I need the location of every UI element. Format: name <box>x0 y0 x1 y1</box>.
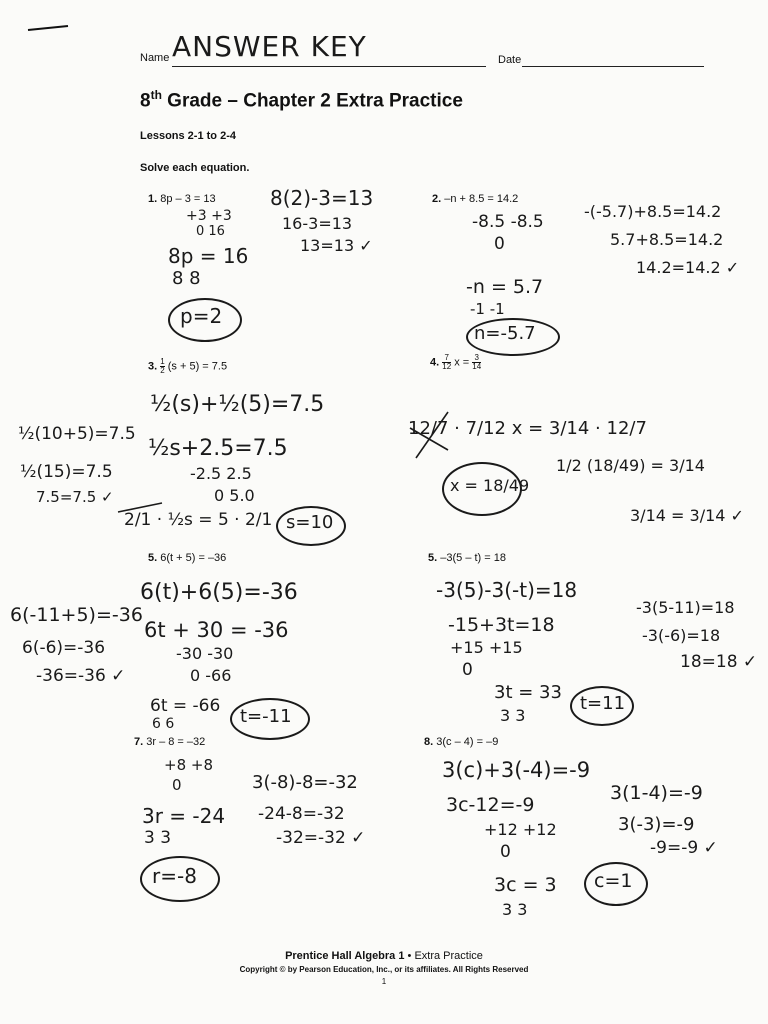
footer-subtitle: • Extra Practice <box>404 950 483 962</box>
footer-copyright: Copyright © by Pearson Education, Inc., or its affiliates. All Rights Reserved <box>239 965 529 974</box>
problem-1-work-1: +3 +3 <box>186 208 232 224</box>
problem-4-frac2-num: 3 <box>472 354 481 363</box>
problem-7-work-1: +8 +8 <box>164 756 213 774</box>
problem-8-answer: c=1 <box>594 870 633 892</box>
problem-1-equation: 8p – 3 = 13 <box>160 193 216 205</box>
problem-6-label: 5. –3(5 – t) = 18 <box>428 552 506 564</box>
problem-1-check-2: 16-3=13 <box>282 214 353 233</box>
problem-5-label: 5. 6(t + 5) = –36 <box>148 552 227 564</box>
problem-5-work-3: -30 -30 <box>176 644 234 663</box>
problem-7-check-3: -32=-32 ✓ <box>276 828 366 848</box>
problem-5-check-2: 6(-6)=-36 <box>22 638 106 658</box>
problem-6-work-6: 3 3 <box>500 706 526 725</box>
problem-7-label: 7. 3r – 8 = –32 <box>134 736 206 748</box>
problem-4-frac-den: 12 <box>442 362 452 371</box>
problem-2-check-2: 5.7+8.5=14.2 <box>610 230 724 249</box>
problem-4-work-1: 12/7 · 7/12 x = 3/14 · 12/7 <box>408 418 647 439</box>
problem-2-check-1: -(-5.7)+8.5=14.2 <box>584 202 722 221</box>
problem-8-label: 8. 3(c – 4) = –9 <box>424 736 499 748</box>
problem-4-frac-num: 7 <box>442 354 451 363</box>
problem-3-work-3: -2.5 2.5 <box>190 464 252 483</box>
problem-8-work-3: +12 +12 <box>484 820 557 839</box>
problem-7-check-1: 3(-8)-8=-32 <box>252 772 358 793</box>
problem-8-work-2: 3c-12=-9 <box>446 794 535 816</box>
problem-1-work-2: 0 16 <box>196 224 225 239</box>
problem-3-frac-den: 2 <box>160 366 165 375</box>
footer-book-title: Prentice Hall Algebra 1 <box>285 950 405 962</box>
problem-6-work-2: -15+3t=18 <box>448 614 555 636</box>
problem-2-label: 2. –n + 8.5 = 14.2 <box>432 193 519 205</box>
problem-1-label: 1. 8p – 3 = 13 <box>148 193 216 205</box>
problem-3-answer: s=10 <box>286 512 334 533</box>
problem-1-answer: p=2 <box>180 304 223 328</box>
problem-5-work-1: 6(t)+6(5)=-36 <box>140 580 298 605</box>
problem-3-check-1: ½(10+5)=7.5 <box>18 424 136 444</box>
problem-8-work-4: 0 <box>500 842 511 862</box>
lessons-label: Lessons 2-1 to 2-4 <box>140 130 236 142</box>
problem-8-work-6: 3 3 <box>502 900 528 919</box>
problem-6-equation: –3(5 – t) = 18 <box>440 552 506 564</box>
problem-5-equation: 6(t + 5) = –36 <box>160 552 227 564</box>
problem-8-work-1: 3(c)+3(-4)=-9 <box>442 758 591 782</box>
page-title-text: Grade – Chapter 2 Extra Practice <box>161 90 463 112</box>
problem-6-check-2: -3(-6)=18 <box>642 626 721 645</box>
problem-6-check-1: -3(5-11)=18 <box>636 598 735 617</box>
problem-6-answer: t=11 <box>580 693 626 714</box>
problem-1-check-1: 8(2)-3=13 <box>270 186 374 210</box>
problem-5-check-3: -36=-36 ✓ <box>36 666 126 686</box>
problem-3-check-2: ½(15)=7.5 <box>20 462 113 482</box>
problem-3-check-3: 7.5=7.5 ✓ <box>36 488 114 506</box>
problem-3-work-4: 0 5.0 <box>214 486 255 505</box>
problem-2-answer: n=-5.7 <box>474 323 536 344</box>
problem-8-check-2: 3(-3)=-9 <box>618 814 695 835</box>
page-title-sup: th <box>150 88 162 102</box>
problem-4-check-2: 3/14 = 3/14 ✓ <box>630 506 744 525</box>
date-label: Date <box>498 54 522 66</box>
problem-8-check-3: -9=-9 ✓ <box>650 838 718 858</box>
date-line[interactable] <box>522 66 704 67</box>
problem-7-answer: r=-8 <box>152 864 197 888</box>
problem-7-equation: 3r – 8 = –32 <box>146 736 206 748</box>
problem-8-check-1: 3(1-4)=-9 <box>610 782 703 804</box>
problem-7-work-4: 3 3 <box>144 828 172 848</box>
problem-1-work-3: 8p = 16 <box>168 244 249 268</box>
problem-4-frac2-den: 14 <box>472 362 482 371</box>
instructions: Solve each equation. <box>140 162 250 174</box>
problem-4-check-1: 1/2 (18/49) = 3/14 <box>556 456 705 475</box>
problem-3-label: 3. $\frac{1}{2}$ (s + 5) = 7.5 <box>148 357 228 375</box>
page-number: 1 <box>381 977 387 986</box>
problem-5-work-4: 0 -66 <box>190 666 232 685</box>
problem-1-work-4: 8 8 <box>172 268 201 289</box>
problem-2-equation: –n + 8.5 = 14.2 <box>444 193 519 205</box>
problem-5-check-1: 6(-11+5)=-36 <box>10 604 143 626</box>
problem-6-work-5: 3t = 33 <box>494 682 562 703</box>
name-value[interactable]: ANSWER KEY <box>172 30 367 63</box>
problem-7-work-2: 0 <box>172 776 182 794</box>
page-title <box>140 88 463 112</box>
problem-6-check-3: 18=18 ✓ <box>680 652 758 672</box>
page-title-number: 8 <box>140 90 151 112</box>
problem-3-equation: (s + 5) = 7.5 <box>167 360 228 373</box>
problem-5-work-5: 6t = -66 <box>150 696 221 716</box>
problem-4-answer: x = 18/49 <box>450 476 530 495</box>
problem-8-equation: 3(c – 4) = –9 <box>436 736 499 748</box>
problem-2-work-4: -1 -1 <box>470 300 505 318</box>
problem-2-check-3: 14.2=14.2 ✓ <box>636 258 740 277</box>
problem-2-work-1: -8.5 -8.5 <box>472 212 544 232</box>
problem-6-work-4: 0 <box>462 660 473 680</box>
problem-2-work-2: 0 <box>494 234 505 254</box>
problem-3-frac-num: 1 <box>160 357 165 366</box>
problem-5-work-6: 6 6 <box>152 716 175 732</box>
problem-4-label: 4. $\frac{7}{12}$ x = $\frac{3}{14}$ <box>430 353 482 371</box>
problem-5-work-2: 6t + 30 = -36 <box>144 618 289 642</box>
footer-title <box>0 950 768 962</box>
problem-2-work-3: -n = 5.7 <box>466 276 544 298</box>
problem-6-work-3: +15 +15 <box>450 638 523 657</box>
problem-7-work-3: 3r = -24 <box>142 804 226 828</box>
name-label: Name <box>140 52 170 64</box>
name-line <box>172 66 486 67</box>
problem-3-work-5: 2/1 · ½s = 5 · 2/1 <box>124 510 273 530</box>
problem-6-work-1: -3(5)-3(-t)=18 <box>436 578 578 602</box>
problem-4-equation: x = <box>454 356 470 369</box>
problem-3-work-1: ½(s)+½(5)=7.5 <box>150 392 325 417</box>
problem-8-work-5: 3c = 3 <box>494 874 557 896</box>
problem-1-check-3: 13=13 ✓ <box>300 236 373 255</box>
problem-7-check-2: -24-8=-32 <box>258 804 345 824</box>
problem-3-work-2: ½s+2.5=7.5 <box>148 436 288 461</box>
problem-5-answer: t=-11 <box>240 706 292 727</box>
